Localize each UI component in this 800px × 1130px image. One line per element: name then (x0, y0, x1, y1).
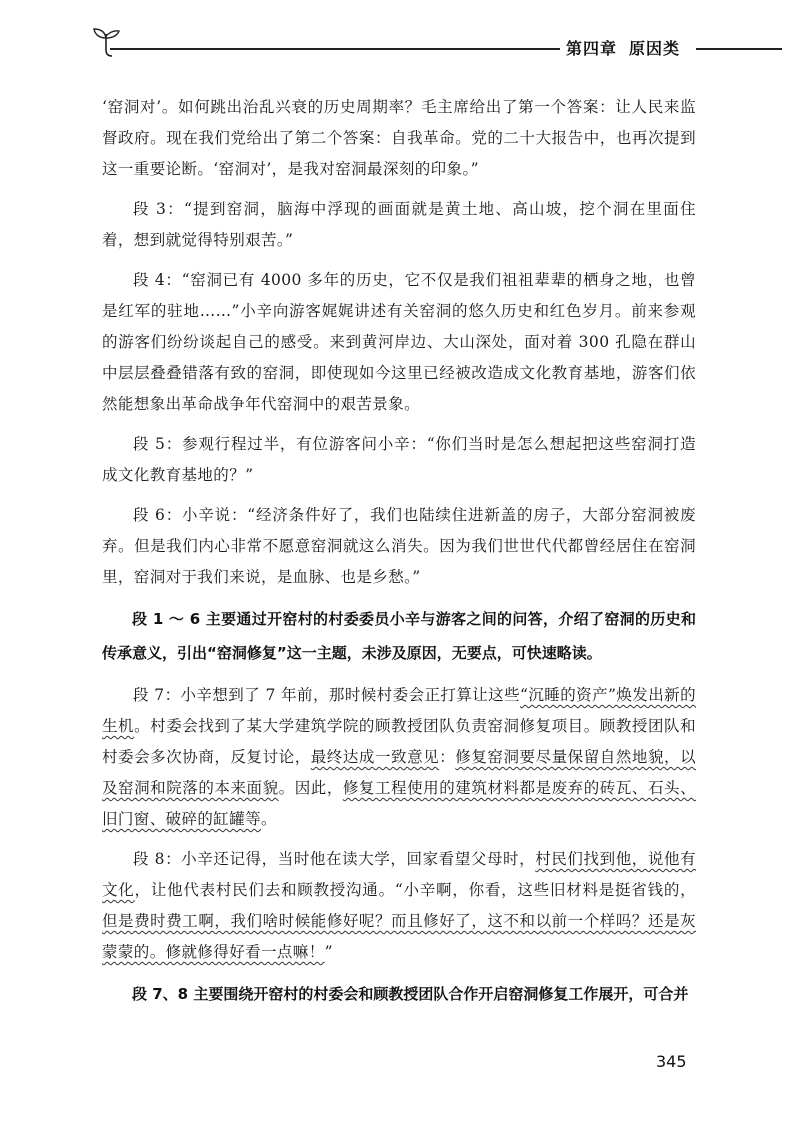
wavy-underlined-text: 最终达成一致意见 (310, 748, 440, 766)
text-run: 段 7：小辛想到了 7 年前，那时候村委会正打算让这些 (133, 686, 521, 704)
section-name: 原因类 (629, 39, 681, 58)
paragraph-3: 段 3：“提到窑洞，脑海中浮现的画面就是黄土地、高山坡，挖个洞在里面住着，想到就觉得特别艰苦。” (102, 200, 696, 249)
paragraph-8 (102, 844, 696, 968)
header-rule (110, 48, 560, 50)
chapter-number: 第四章 (566, 39, 618, 58)
chapter-title (566, 36, 692, 59)
text-run: ，让他代表村民们去和顾教授沟通。“小辛啊，你看，这些旧材料是挺省钱的， (134, 881, 696, 899)
wavy-underlined-text: 修复窑洞要尽量保留自然地貌，以及窑洞和院落的本来面貌 (102, 748, 696, 797)
text-run: 。村委会找到了某大学建筑学院的顾教授团队负责窑洞修复项目。顾教授团队和村委会多次协商，反复讨论， (102, 717, 696, 766)
analysis-note: 段 7、8 主要围绕开窑村的村委会和顾教授团队合作开启窑洞修复工作展开，可合并 (132, 985, 689, 1003)
sprout-icon (92, 26, 122, 60)
text-run: 。 (261, 810, 277, 828)
wavy-underlined-text: 修复工程使用的建筑材料都是废弃的砖瓦、石头、旧门窗、破碎的缸罐等 (102, 779, 696, 828)
wavy-underlined-text: 但是费时费工啊，我们啥时候能修好呢？而且修好了，这不和以前一个样吗？还是灰蒙蒙的。修就修得好看一点嘛！ (102, 912, 696, 961)
paragraph-5: 段 5：参观行程过半，有位游客问小辛：“你们当时是怎么想起把这些窑洞打造成文化教育基地的？” (102, 435, 696, 484)
analysis-note: 段 1 ～ 6 主要通过开窑村的村委委员小辛与游客之间的问答，介绍了窑洞的历史和传承意义，引出“窑洞修复”这一主题，未涉及原因，无要点，可快速略读。 (102, 610, 696, 662)
wavy-underlined-text: “沉睡的资产”焕发出新的生机 (102, 686, 696, 735)
wavy-underlined-text: 村民们找到他，说他有文化 (102, 850, 696, 899)
text-run: 段 8：小辛还记得，当时他在读大学，回家看望父母时， (133, 850, 536, 868)
paragraph-continuation: ‘窑洞对’。如何跳出治乱兴衰的历史周期率？毛主席给出了第一个答案：让人民来监督政府。现在我们党给出了第二个答案：自我革命。党的二十大报告中，也再次提到这一重要论断。‘窑洞对’，是我对窑洞最深刻的印象。” (102, 98, 696, 178)
text-run: ： (439, 748, 456, 766)
running-header (92, 26, 782, 66)
header-rule (696, 48, 782, 50)
page-number: 345 (656, 1052, 687, 1071)
text-run: 。因此， (278, 779, 343, 797)
text-run: ” (324, 943, 333, 961)
page-body (102, 92, 696, 1021)
paragraph-4: 段 4：“窑洞已有 4000 多年的历史，它不仅是我们祖祖辈辈的栖身之地，也曾是红军的驻地……”小辛向游客娓娓讲述有关窑洞的悠久历史和红色岁月。前来参观的游客们纷纷谈起自己的感受。来到黄河岸边、大山深处，面对着 300 孔隐在群山中层层叠叠错落有致的窑洞，即使现如今这里已经被改造成文化教育基地，游客们依然能想象出革命战争年代窑洞中的艰苦景象。 (102, 271, 696, 413)
paragraph-7 (102, 680, 696, 835)
paragraph-6: 段 6：小辛说：“经济条件好了，我们也陆续住进新盖的房子，大部分窑洞被废弃。但是我们内心非常不愿意窑洞就这么消失。因为我们世世代代都曾经居住在窑洞里，窑洞对于我们来说，是血脉、也是乡愁。” (102, 506, 696, 586)
